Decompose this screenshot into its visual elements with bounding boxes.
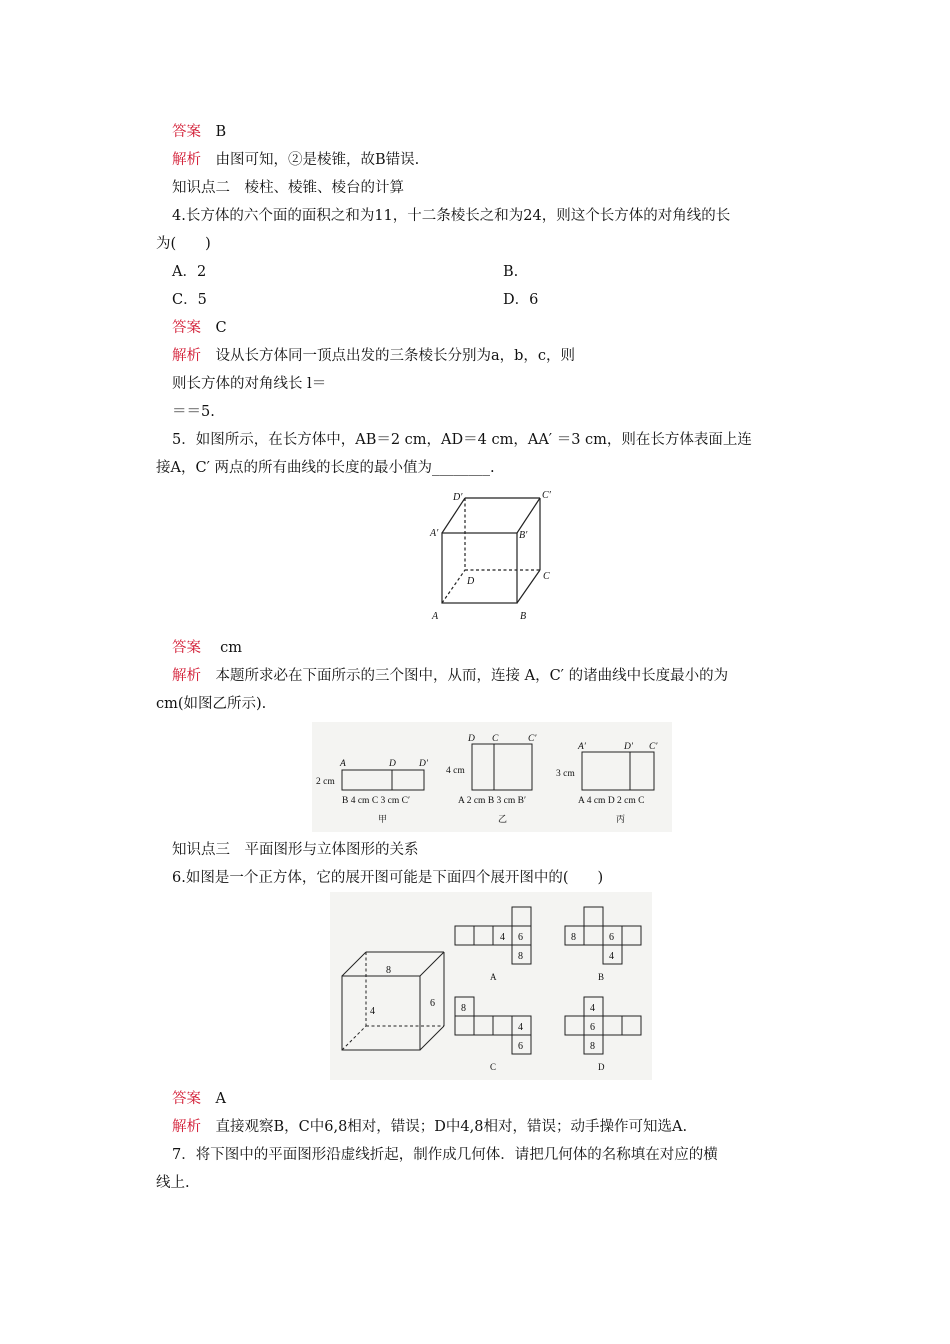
- q4-stem-line1: 4.长方体的六个面的面积之和为11，十二条棱长之和为24，则这个长方体的对角线的长: [172, 208, 731, 224]
- analysis-label: 解析: [172, 348, 201, 364]
- q5-stem-line2: 接A，C′ 两点的所有曲线的长度的最小值为________.: [156, 460, 495, 476]
- net-bottom-labels: B 4 cm C 3 cm C′: [342, 796, 411, 806]
- answer-label: 答案: [172, 640, 201, 656]
- net-caption: B: [598, 972, 605, 982]
- net-label: D: [389, 759, 396, 769]
- net-caption: A: [490, 972, 497, 982]
- figure-background: [330, 892, 652, 1080]
- answer-label: 答案: [172, 320, 201, 336]
- analysis-text: 设从长方体同一顶点出发的三条棱长分别为a，b，c，则: [215, 348, 576, 364]
- net-caption: C: [490, 1062, 497, 1072]
- answer-value: B: [215, 124, 227, 140]
- cube-face-label: 8: [386, 965, 391, 976]
- net-label: D′: [419, 759, 428, 769]
- vertex-label: A: [432, 611, 439, 622]
- edge: [517, 498, 540, 533]
- q4-analysis-line2: 则长方体的对角线长 l＝: [172, 376, 327, 392]
- q7-stem-line1: 7．将下图中的平面图形沿虚线折起，制作成几何体．请把几何体的名称填在对应的横: [172, 1147, 718, 1163]
- edge: [517, 570, 540, 603]
- q4-stem-line2: 为( ): [156, 236, 211, 252]
- net-label: C′: [528, 734, 537, 744]
- net-cell: 6: [590, 1022, 595, 1033]
- q4-option-b: B.: [503, 264, 519, 280]
- net-caption: 丙: [616, 814, 626, 824]
- q5-analysis-line2: cm(如图乙所示).: [156, 696, 267, 712]
- answer-value: cm: [220, 640, 242, 656]
- net-caption: 甲: [378, 814, 388, 824]
- q5-answer: [172, 638, 242, 658]
- net-cell: 4: [590, 1003, 595, 1014]
- section2-title: 知识点二 棱柱、棱锥、棱台的计算: [172, 180, 404, 196]
- q5-analysis: [172, 666, 728, 686]
- vertex-label: A′: [430, 528, 439, 539]
- net-bottom-labels: A 2 cm B 3 cm B′: [458, 796, 527, 806]
- q4-option-d: D．6: [503, 292, 539, 308]
- answer-value: C: [215, 320, 227, 336]
- net-bottom-labels: A 4 cm D 2 cm C: [578, 796, 645, 806]
- front-face: [442, 533, 517, 603]
- net-label: D′: [624, 742, 633, 752]
- vertex-label: C: [543, 571, 550, 582]
- net-cell: 4: [518, 1022, 523, 1033]
- net-cell: 8: [518, 951, 523, 962]
- net-dimension: 4 cm: [446, 766, 465, 776]
- net-dimension: 2 cm: [316, 777, 335, 787]
- analysis-text: 直接观察B，C中6,8相对，错误；D中4,8相对，错误；动手操作可知选A.: [215, 1119, 688, 1135]
- answer-value: A: [215, 1091, 226, 1107]
- edge: [442, 498, 465, 533]
- net-cell: 4: [500, 932, 505, 943]
- analysis-label: 解析: [172, 1119, 201, 1135]
- q6-stem: 6.如图是一个正方体，它的展开图可能是下面四个展开图中的( ): [172, 870, 604, 886]
- q7-stem-line2: 线上.: [156, 1175, 190, 1191]
- vertex-label: C′: [542, 490, 551, 501]
- q4-analysis-line3: ＝＝5.: [172, 404, 215, 420]
- analysis-text: 由图可知，②是棱锥，故B错误.: [215, 152, 420, 168]
- q6-analysis: [172, 1117, 687, 1137]
- net-caption: 乙: [498, 814, 508, 824]
- analysis-label: 解析: [172, 152, 201, 168]
- vertex-label: D: [467, 576, 475, 587]
- net-label: C: [492, 734, 499, 744]
- net-cell: 8: [590, 1041, 595, 1052]
- q3-answer: [172, 122, 226, 142]
- q4-analysis: [172, 346, 575, 366]
- cube-nets-figure: [330, 892, 652, 1080]
- vertex-label: B: [520, 611, 527, 622]
- hidden-edge: [442, 570, 465, 603]
- cube-face-label: 4: [370, 1006, 375, 1017]
- vertex-label: D′: [453, 492, 463, 503]
- q4-option-c: C．5: [172, 292, 207, 308]
- net-cell: 8: [461, 1003, 466, 1014]
- cuboid-figure: [420, 486, 560, 628]
- net-label: A′: [578, 742, 586, 752]
- q6-answer: [172, 1089, 226, 1109]
- net-caption: D: [598, 1062, 605, 1072]
- net-label: D: [468, 734, 475, 744]
- answer-label: 答案: [172, 124, 201, 140]
- q4-option-a: A．2: [172, 264, 207, 280]
- answer-label: 答案: [172, 1091, 201, 1107]
- net-cell: 4: [609, 951, 614, 962]
- analysis-label: 解析: [172, 668, 201, 684]
- section3-title: 知识点三 平面图形与立体图形的关系: [172, 842, 419, 858]
- net-cell: 8: [571, 932, 576, 943]
- net-cell: 6: [518, 932, 523, 943]
- analysis-text: 本题所求必在下面所示的三个图中，从而，连接 A，C′ 的诸曲线中长度最小的为: [215, 668, 729, 684]
- q4-answer: [172, 318, 227, 338]
- nets-figure: [312, 722, 672, 832]
- cube-face-label: 6: [430, 998, 435, 1009]
- net-label: C′: [649, 742, 658, 752]
- q3-analysis: [172, 150, 419, 170]
- vertex-label: B′: [519, 530, 528, 541]
- q5-stem-line1: 5．如图所示，在长方体中，AB＝2 cm，AD＝4 cm，AA′ ＝3 cm，则在长方体表面上连: [172, 432, 752, 448]
- net-dimension: 3 cm: [556, 769, 575, 779]
- net-cell: 6: [609, 932, 614, 943]
- net-label: A: [340, 759, 346, 769]
- net-cell: 6: [518, 1041, 523, 1052]
